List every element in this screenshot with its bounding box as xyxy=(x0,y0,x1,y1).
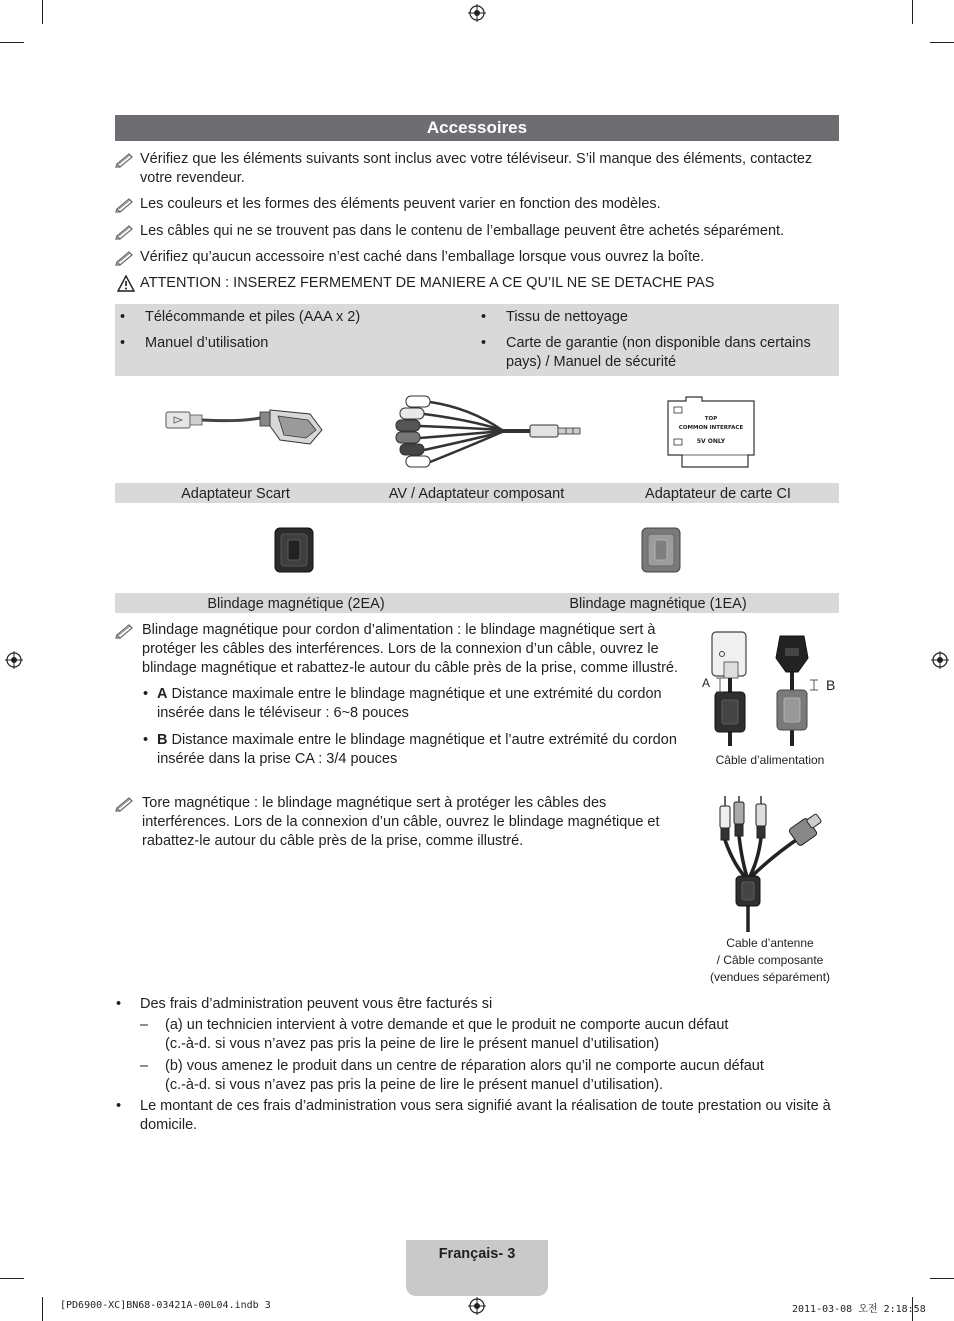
registration-mark-icon xyxy=(468,4,486,22)
registration-mark-icon xyxy=(5,651,23,669)
ferrite-core-grey-icon xyxy=(640,526,682,574)
note-text: Les câbles qui ne se trouvent pas dans le contenu de l’emballage peuvent être achetés séparément. xyxy=(140,223,785,239)
bullet-text: Distance maximale entre le blindage magnétique et l’autre extrémité du cordon insérée dans la prise CA : 3/4 pouces xyxy=(157,732,677,767)
figure-caption-line: (vendues séparément) xyxy=(709,970,831,984)
figure-caption: Câble d’alimentation xyxy=(715,753,825,767)
list-item: • B Distance maximale entre le blindage magnétique et l’autre extrémité du cordon insérée dans la prise CA : 3/4 pouces xyxy=(143,732,677,767)
figure-caption-line: / Câble composante xyxy=(716,953,824,967)
av-component-adapter-icon xyxy=(390,390,590,472)
ci-card-adapter-icon xyxy=(664,395,759,471)
note-text: Les couleurs et les formes des éléments peuvent varier en fonction des modèles. xyxy=(140,196,661,212)
print-timestamp: 2011-03-08 오전 2:18:58 xyxy=(792,1304,926,1315)
sub-list-item: – (a) un technicien intervient à votre demande et que le produit ne comporte aucun défaut (c.-à-d. si vous n’avez pas pris la peine de lire le présent manuel d’utilisation) xyxy=(140,1016,840,1054)
crop-mark xyxy=(42,0,43,24)
list-item: • Télécommande et piles (AAA x 2) xyxy=(120,308,450,327)
note-item xyxy=(115,150,839,188)
caution-text: ATTENTION : INSEREZ FERMEMENT DE MANIERE A CE QU’IL NE SE DETACHE PAS xyxy=(140,275,715,291)
ci-card-voltage-label: 5V ONLY xyxy=(696,438,726,445)
crop-mark xyxy=(42,1297,43,1321)
note-pencil-icon xyxy=(115,621,137,639)
antenna-component-cable-illustration xyxy=(712,796,832,934)
note-item xyxy=(115,248,839,267)
power-cord-shield-note xyxy=(115,621,690,678)
power-cord-shield-illustration xyxy=(700,628,840,746)
list-item: • Le montant de ces frais d’administration vous sera signifié avant la réalisation de toute prestation ou visite à domicile. xyxy=(116,1097,840,1135)
note-pencil-icon xyxy=(115,794,137,812)
item-label: Tissu de nettoyage xyxy=(506,309,628,325)
note-item xyxy=(115,222,839,241)
caption-scart-adapter: Adaptateur Scart xyxy=(181,486,290,502)
crop-mark xyxy=(930,42,954,43)
list-item: • Manuel d’utilisation xyxy=(120,334,450,353)
warning-triangle-icon xyxy=(117,275,135,292)
sub-list-item: – (b) vous amenez le produit dans un centre de réparation alors qu’il ne comporte aucun défaut (c.-à-d. si vous n’avez pas pris la peine de lire le présent manuel d’utilisation). xyxy=(140,1057,840,1095)
scart-adapter-icon xyxy=(160,400,330,455)
file-slug: [PD6900-XC]BN68-03421A-00L04.indb 3 xyxy=(60,1300,271,1311)
item-label: Carte de garantie (non disponible dans certains pays) / Manuel de sécurité xyxy=(506,335,811,370)
page-number: Français- 3 xyxy=(438,1246,516,1262)
crop-mark xyxy=(912,0,913,24)
sub-item-line: (c.-à-d. si vous n’avez pas pris la peine de lire le présent manuel d’utilisation) xyxy=(165,1036,660,1052)
bullet-letter: B xyxy=(157,732,168,748)
note-pencil-icon xyxy=(115,248,137,266)
sub-item-line: (b) vous amenez le produit dans un centre de réparation alors qu’il ne comporte aucun défaut xyxy=(165,1058,764,1074)
ci-card-interface-label: COMMON INTERFACE xyxy=(678,425,744,431)
fees-notice: Le montant de ces frais d’administration vous sera signifié avant la réalisation de toute prestation ou visite à domicile. xyxy=(140,1098,831,1133)
ci-card-top-label: TOP xyxy=(704,416,718,422)
list-item: • Tissu de nettoyage xyxy=(481,308,821,327)
note-text: Vérifiez qu’aucun accessoire n’est caché dans l’emballage lorsque vous ouvrez la boîte. xyxy=(140,249,705,265)
section-title: Accessoires xyxy=(115,115,839,141)
registration-mark-icon xyxy=(931,651,949,669)
note-pencil-icon xyxy=(115,150,137,168)
crop-mark xyxy=(0,42,24,43)
fees-intro: Des frais d’administration peuvent vous être facturés si xyxy=(140,996,493,1012)
caption-shield-2ea: Blindage magnétique (2EA) xyxy=(207,596,385,612)
registration-mark-icon xyxy=(468,1297,486,1315)
ferrite-core-dark-icon xyxy=(273,526,315,574)
list-item: • A Distance maximale entre le blindage magnétique et une extrémité du cordon insérée dans le téléviseur : 6~8 pouces xyxy=(143,686,662,721)
note-pencil-icon xyxy=(115,195,137,213)
note-item xyxy=(115,195,839,214)
item-label: Télécommande et piles (AAA x 2) xyxy=(145,309,361,325)
sub-item-line: (c.-à-d. si vous n’avez pas pris la peine de lire le présent manuel d’utilisation). xyxy=(165,1077,664,1093)
crop-mark xyxy=(930,1278,954,1279)
toroid-shield-note xyxy=(115,794,675,851)
note-text: Blindage magnétique pour cordon d’alimentation : le blindage magnétique sert à protéger les câbles des interférences. Lors de la connexion d’un câble, ouvrez le blindage magnétique et rabattez-le autour du câble près de la prise, comme illustré. xyxy=(142,622,678,676)
list-item: • Carte de garantie (non disponible dans certains pays) / Manuel de sécurité xyxy=(481,334,821,372)
crop-mark xyxy=(0,1278,24,1279)
list-item: • Des frais d’administration peuvent vous être facturés si xyxy=(116,995,836,1014)
caption-ci-card-adapter: Adaptateur de carte CI xyxy=(645,486,791,502)
figure-caption-line: Cable d’antenne xyxy=(726,936,814,950)
note-text: Vérifiez que les éléments suivants sont inclus avec votre téléviseur. S’il manque des éléments, contactez votre revendeur. xyxy=(140,151,813,186)
bullet-letter: A xyxy=(157,686,168,702)
caption-av-component-adapter: AV / Adaptateur composant xyxy=(388,486,565,502)
note-pencil-icon xyxy=(115,222,137,240)
bullet-text: Distance maximale entre le blindage magnétique et une extrémité du cordon insérée dans le téléviseur : 6~8 pouces xyxy=(157,686,662,721)
note-text: Tore magnétique : le blindage magnétique sert à protéger les câbles des interférences. Lors de la connexion d’un câble, ouvrez le blindage magnétique et rabattez-le autour du câble près de la prise, comme illustré. xyxy=(142,795,660,849)
caution-notice xyxy=(115,274,839,293)
sub-item-line: (a) un technicien intervient à votre demande et que le produit ne comporte aucun défaut xyxy=(165,1017,729,1033)
page-number-tab xyxy=(406,1240,548,1296)
item-label: Manuel d’utilisation xyxy=(145,335,269,351)
label-b: B xyxy=(826,677,836,693)
caption-shield-1ea: Blindage magnétique (1EA) xyxy=(569,596,747,612)
label-a: A xyxy=(702,676,711,690)
